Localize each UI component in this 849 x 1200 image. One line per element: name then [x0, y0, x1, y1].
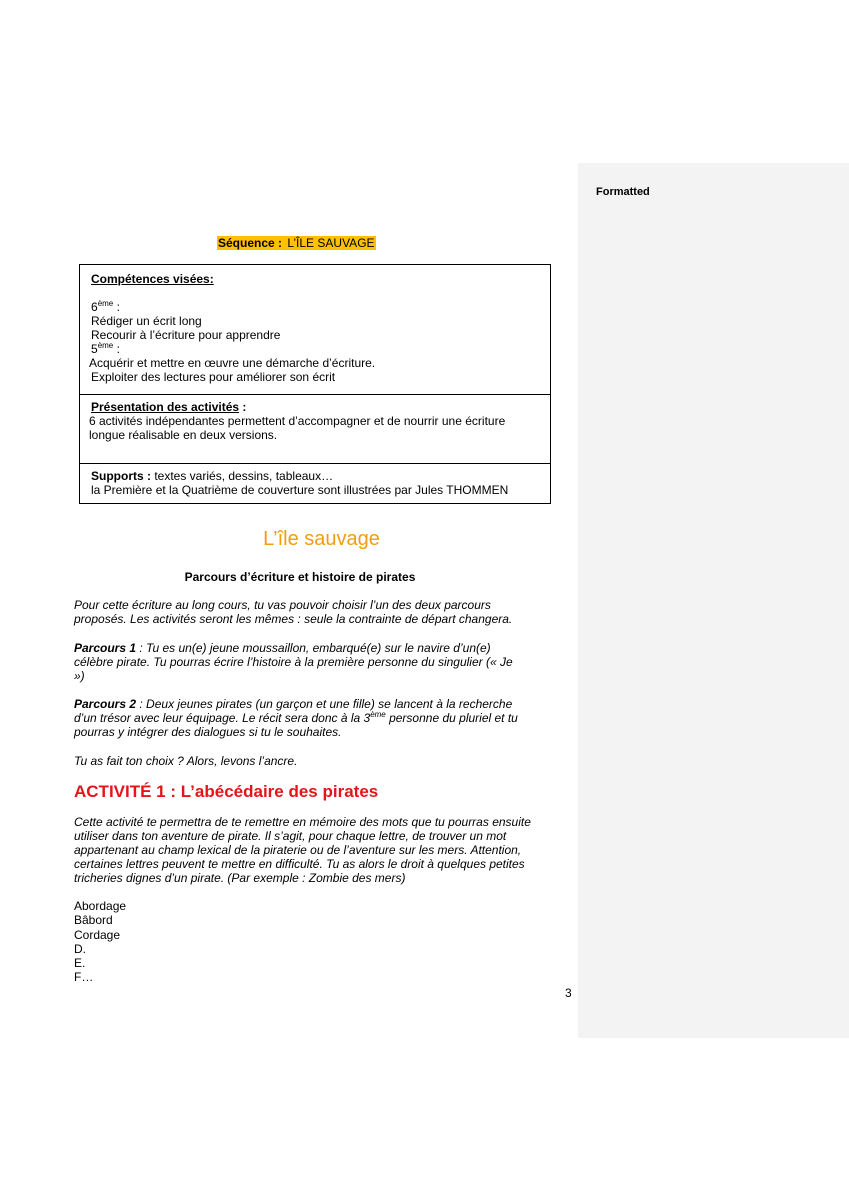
supports-cell [91, 469, 508, 497]
parcours-1-paragraph: Parcours 1 : Tu es un(e) jeune moussaillon, embarqué(e) sur le navire d’un(e) célèbre pirate. Tu pourras écrire l’histoire à la première personne du singulier (« Je ») [74, 641, 513, 683]
activity-1-heading: ACTIVITÉ 1 : L’abécédaire des pirates [74, 782, 379, 801]
presentation-title: Présentation des activités : [91, 400, 247, 414]
presentation-cell [91, 400, 505, 442]
sequence-value: L’ÎLE SAUVAGE [287, 236, 375, 250]
parcours-2-label: Parcours 2 [74, 697, 137, 711]
competence-line: Rédiger un écrit long [91, 314, 202, 328]
table-divider [80, 394, 550, 395]
list-item: Cordage [74, 927, 121, 942]
grade-5-label: 5ème : [91, 341, 120, 356]
list-item: F… [74, 970, 94, 985]
competences-cell [91, 272, 375, 384]
presentation-line: longue réalisable en deux versions. [89, 428, 278, 442]
choice-line: Tu as fait ton choix ? Alors, levons l’ancre. [74, 754, 298, 768]
supports-line: la Première et la Quatrième de couverture sont illustrées par Jules THOMMEN [91, 483, 509, 497]
comment-pane [578, 163, 849, 1038]
formatted-comment-label[interactable]: Formatted [596, 186, 650, 198]
page-number: 3 [565, 986, 572, 1000]
parcours-2-paragraph: Parcours 2 : Deux jeunes pirates (un garçon et une fille) se lancent à la recherche d’un trésor avec leur équipage. Le récit sera donc à la 3ème personne du pluriel et tu pourras y intégrer des dialogues si tu le souhaites. [74, 697, 518, 739]
sequence-heading [217, 236, 376, 250]
competence-line: Exploiter des lectures pour améliorer son écrit [91, 370, 336, 384]
document-title: L’île sauvage [263, 528, 380, 550]
list-item: Bâbord [74, 913, 113, 928]
competence-line: Recourir à l’écriture pour apprendre [91, 328, 281, 342]
table-divider [80, 463, 550, 464]
activity-1-paragraph: Cette activité te permettra de te remettre en mémoire des mots que tu pourras ensuite utiliser dans ton aventure de pirate. Il s’agit, pour chaque lettre, de trouver un mot appartenant au champ lexical de la piraterie ou de l’aventure sur les mers. Attention, certaines lettres peuvent te mettre en difficulté. Tu as alors le droit à quelques petites tricheries dignes d’un pirate. (Par exemple : Zombie des mers) [74, 815, 531, 885]
competence-line: Acquérir et mettre en œuvre une démarche d’écriture. [89, 356, 376, 370]
document-subtitle: Parcours d’écriture et histoire de pirates [184, 570, 416, 584]
list-item: Abordage [74, 899, 127, 913]
supports-text: textes variés, dessins, tableaux… [151, 469, 334, 483]
competences-title: Compétences visées: [91, 272, 214, 286]
supports-label: Supports : [91, 469, 151, 483]
list-item: E. [74, 956, 86, 971]
list-item: D. [74, 941, 86, 956]
parcours-1-label: Parcours 1 [74, 641, 137, 655]
alphabet-list [74, 899, 126, 985]
intro-paragraph: Pour cette écriture au long cours, tu vas pouvoir choisir l’un des deux parcours proposés. Les activités seront les mêmes : seule la contrainte de départ changera. [74, 598, 513, 626]
presentation-line: 6 activités indépendantes permettent d’accompagner et de nourrir une écriture [89, 414, 506, 428]
competences-table [79, 264, 551, 504]
sequence-label: Séquence : [218, 236, 286, 250]
grade-6-label: 6ème : [91, 299, 120, 314]
